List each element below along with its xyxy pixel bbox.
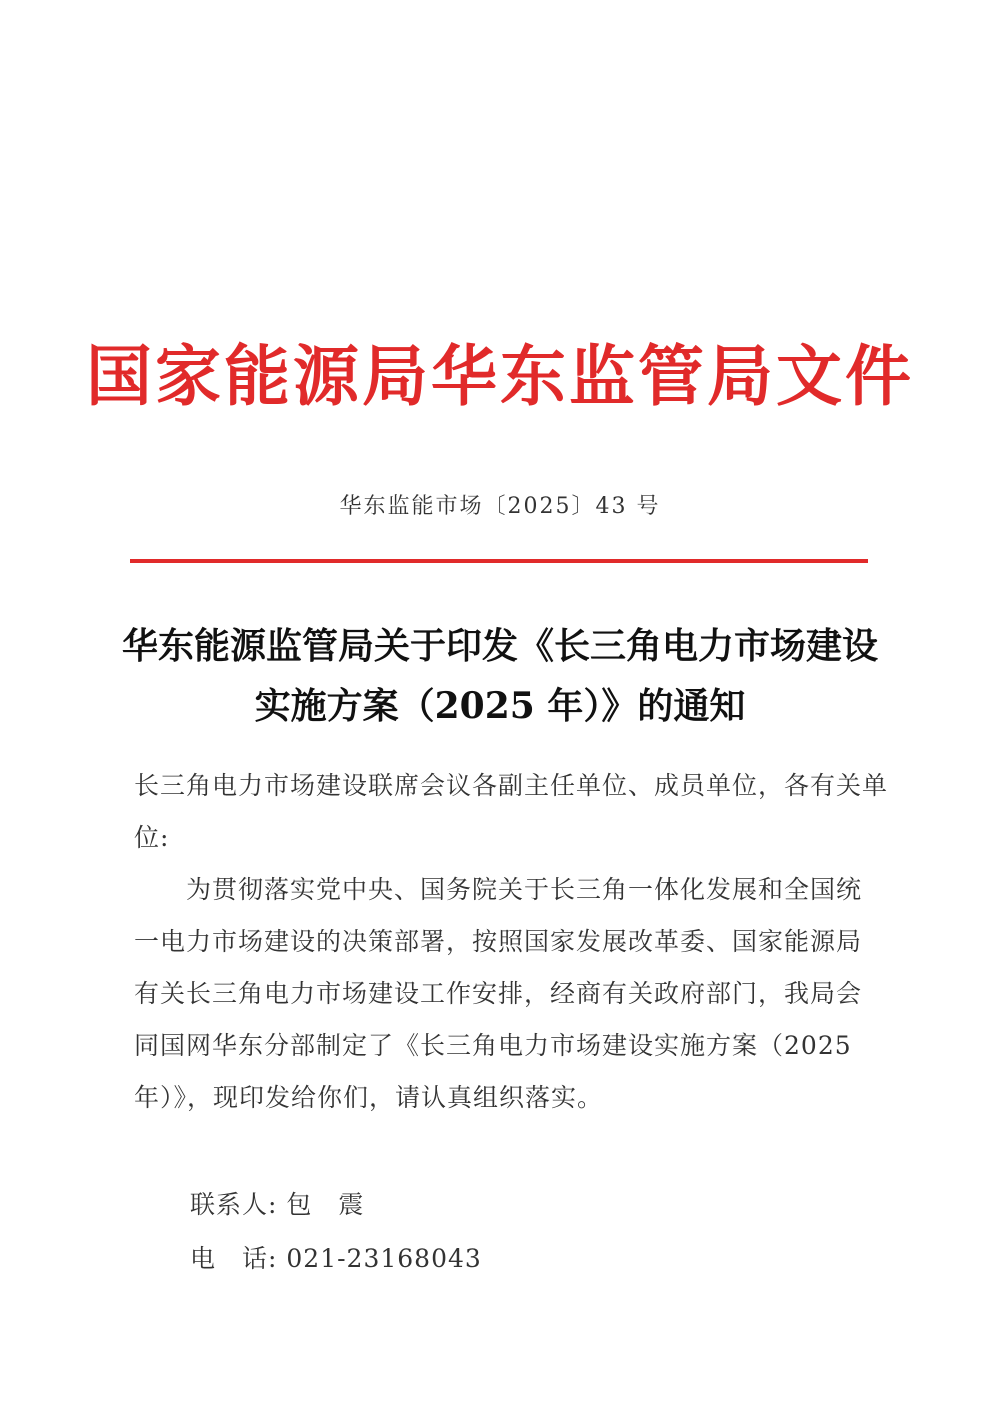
contact-person-label: 联系人: <box>190 1190 278 1219</box>
issuing-authority-title: 国家能源局华东监管局文件 <box>86 337 914 415</box>
body-line: 有关长三角电力市场建设工作安排，经商有关政府部门，我局会 <box>134 979 863 1008</box>
contact-block <box>190 1178 482 1286</box>
contact-person-value: 包 震 <box>286 1190 365 1219</box>
notice-title <box>110 616 890 736</box>
red-divider-rule <box>130 559 868 563</box>
body-line: 长三角电力市场建设联席会议各副主任单位、成员单位，各有关单 <box>134 771 889 800</box>
body-line: 同国网华东分部制定了《长三角电力市场建设实施方案（2025 <box>134 1031 852 1060</box>
contact-phone-value: 021-23168043 <box>286 1244 482 1273</box>
body-line: 为贯彻落实党中央、国务院关于长三角一体化发展和全国统 <box>134 875 863 904</box>
body-line: 年）》，现印发给你们，请认真组织落实。 <box>134 1083 604 1112</box>
contact-phone-label: 电 话: <box>190 1244 278 1273</box>
contact-phone-row <box>190 1232 482 1286</box>
notice-title-line-1: 华东能源监管局关于印发《长三角电力市场建设 <box>121 625 878 667</box>
body-line: 位: <box>134 823 170 852</box>
document-number: 华东监能市场〔2025〕43 号 <box>339 494 661 519</box>
notice-title-line-2: 实施方案（2025 年）》的通知 <box>254 685 746 727</box>
notice-body <box>134 760 889 1124</box>
body-line: 一电力市场建设的决策部署，按照国家发展改革委、国家能源局 <box>134 927 863 956</box>
contact-person-row <box>190 1178 482 1232</box>
